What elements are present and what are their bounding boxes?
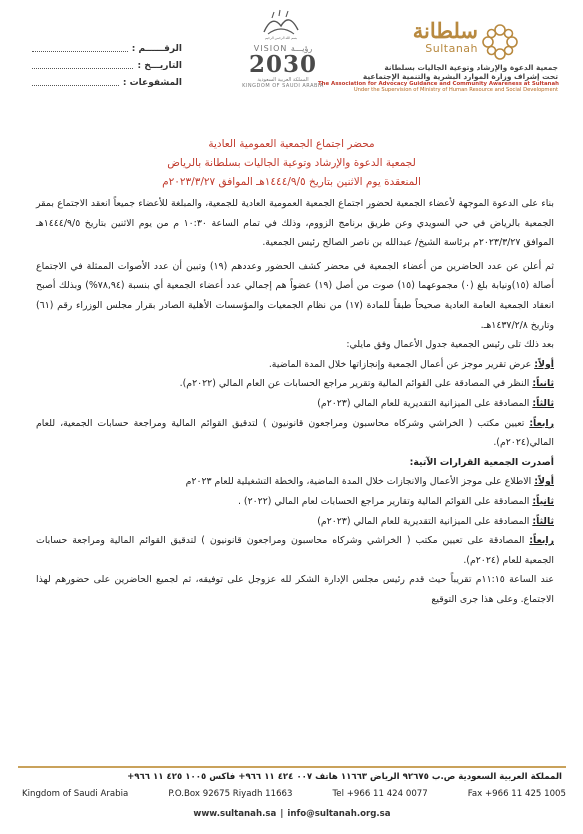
vision-kingdom-en: KINGDOM OF SAUDI ARABIA (242, 83, 324, 89)
letterhead-footer (18, 766, 566, 828)
logo-name-en: Sultanah (425, 42, 478, 55)
footer-pobox: P.O.Box 92675 Riyadh 11663 (168, 789, 293, 799)
closing-paragraph: عند الساعة ١١:١٥م تقريباً حيث قدم رئيس مجلس الإدارة الشكر لله عزوجل على توفيقه، ثم لجميع الحاضرين على حضورهم لهذا الاجتماع. وعلى هذا جرى التوقيع (36, 574, 554, 605)
ref-number-field: الرقــــــم : (32, 40, 182, 57)
title-line-3: المنعقدة يوم الاثنين بتاريخ ١٤٤٤/٩/٥هـ الموافق ٢٠٢٣/٣/٢٧م (162, 176, 421, 188)
basmala-text: ﺑﺴﻢ ﺍﻟﻠﻪ ﺍﻟﺮﺣﻤﻦ ﺍﻟﺮﺣﻴﻢ (264, 36, 298, 40)
ref-date-field: التاريـــخ : (32, 57, 182, 74)
agenda-item: رابعاً: تعيين مكتب ( الخراشي وشركاه محاسبون ومراجعون قانونيون ) لتدقيق القوائم المالية ومراجعة حسابات الجمعية، للعام المالي(٢٠٢٤م). (36, 417, 555, 449)
footer-contacts: www.sultanah.sa | info@sultanah.org.sa (18, 809, 566, 819)
decision-item: رابعاً: المصادقة على تعيين مكتب ( الخراشي وشركاه محاسبون ومراجعون قانونيون ) لتدقيق القوائم المالية ومراجعة حسابات الجمعية للعام (٢٠٢٤م). (36, 535, 554, 566)
email-link[interactable]: info@sultanah.org.sa (287, 809, 391, 819)
decision-item: ثانياً: المصادقة على القوائم المالية وتقارير مراجع الحسابات لعام المالي (٢٠٢٢) . (237, 495, 554, 507)
letterhead (0, 0, 583, 112)
basmala-calligraphy-icon (262, 8, 300, 40)
title-line-2: لجمعية الدعوة والإرشاد وتوعية الجاليات بسلطانة بالرياض (167, 157, 416, 169)
decisions-heading: أصدرت الجمعية القرارات الآتية: (409, 456, 554, 468)
vision-kingdom-ar: المملكة العربية السعودية (257, 77, 309, 83)
footer-country: Kingdom of Saudi Arabia (22, 789, 129, 799)
agenda-item: أولاً: عرض تقرير موجز عن أعمال الجمعية وإنجازاتها خلال المدة الماضية. (268, 358, 554, 370)
intro-paragraph: بناء على الدعوة الموجهة لأعضاء الجمعية لحضور اجتماع الجمعية العمومية العادية للجمعية، والمبلغة للأعضاء جميعاً انعقد الاجتماع بمقر الجمعية بالرياض في حي السويدي وعن طريق برنامج الزووم، وذلك في تمام الساعة ١٠:٣٠ م من يوم الاثنين بتاريخ ١٤٤٤/٩/٥هـ الموافق ٢٠٢٣/٣/٢٧م برئاسة الشيخ/ عبدالله بن ناصر الصالح رئيس الجمعية. (36, 198, 554, 249)
title-line-1: محضر اجتماع الجمعية العمومية العادية (208, 138, 375, 150)
organization-names (318, 63, 558, 93)
footer-phone: Tel +966 11 424 0077 (332, 789, 428, 799)
website-link[interactable]: www.sultanah.sa (193, 809, 277, 819)
sultanah-logo-icon (478, 20, 522, 64)
agenda-intro: بعد ذلك تلى رئيس الجمعية جدول الأعمال وفق مايلي: (346, 339, 554, 351)
vision-year: 2030 (248, 51, 317, 78)
footer-fax: Fax +966 11 425 1005 (467, 789, 566, 799)
vision-ar: رؤيـــة (290, 44, 313, 53)
attendance-paragraph: ثم أعلن عن عدد الحاضرين من أعضاء الجمعية في محضر كشف الحضور وعددهم (١٩) وتبين أن عدد الأصوات الممثلة في الاجتماع أصالة (١٥)ونيابة بلغ (٠) مجموعهما (١٥) صوت من أصل (١٩) عضواً هم إجمالي عدد أعضاء الجمعية أي بنسبة (٧٨,٩٤%) وبذلك أصبح انعقاد الجمعية العامة العادية صحيحاً طبقاً للمادة (١٧) من نظام الجمعيات والمؤسسات الأهلية الصادر بقرار مجلس الوزراء رقم (٦١) وتاريخ ١٤٣٧/٢/٨هـ. (36, 260, 554, 331)
footer-divider (18, 766, 566, 768)
minutes-title (40, 135, 543, 192)
reference-fields (32, 40, 182, 91)
vision-en: VISION (253, 44, 288, 53)
org-supervision-ar: تحت إشراف وزارة الموارد البشرية والتنمية الإجتماعية (362, 72, 558, 81)
decision-item: ثالثاً: المصادقة على الميزانية التقديرية للعام المالي (٢٠٢٣م) (317, 515, 554, 527)
footer-address-ar: المملكة العربية السعودية ص.ب ٩٢٦٧٥ الرياض ١١٦٦٣ هاتف ٠٠٧ ٤٢٤ ١١ ٩٦٦+ فاكس ١٠٠٥ ٤٢٥ ١١ ٩٦٦+ (127, 772, 562, 782)
org-supervision-en: Under the Supervision of Ministry of Human Resource and Social Development (353, 87, 558, 93)
logo-name-ar: سلطانة (412, 18, 478, 43)
minutes-body (36, 194, 554, 609)
footer-address-en (22, 789, 566, 799)
decision-item: أولاً: الاطلاع على موجز الأعمال والانجازات خلال المدة الماضية، والخطة التشغيلية للعام ٢٠٢٣م (185, 476, 554, 488)
ref-attachments-field: المشفوعات : (32, 74, 182, 91)
org-name-ar: جمعية الدعوة والإرشاد وتوعية الجاليات بسلطانة (384, 63, 558, 72)
org-name-en: The Association for Advocacy Guidance and Community Awareness at Sultanah (318, 81, 559, 87)
agenda-item: ثالثاً: المصادقة على الميزانية التقديرية للعام المالي (٢٠٢٣م) (317, 397, 554, 409)
agenda-item: ثانياً: النظر في المصادقة على القوائم المالية وتقرير مراجع الحسابات عن العام المالي (٢٠٢٢م). (179, 378, 554, 390)
